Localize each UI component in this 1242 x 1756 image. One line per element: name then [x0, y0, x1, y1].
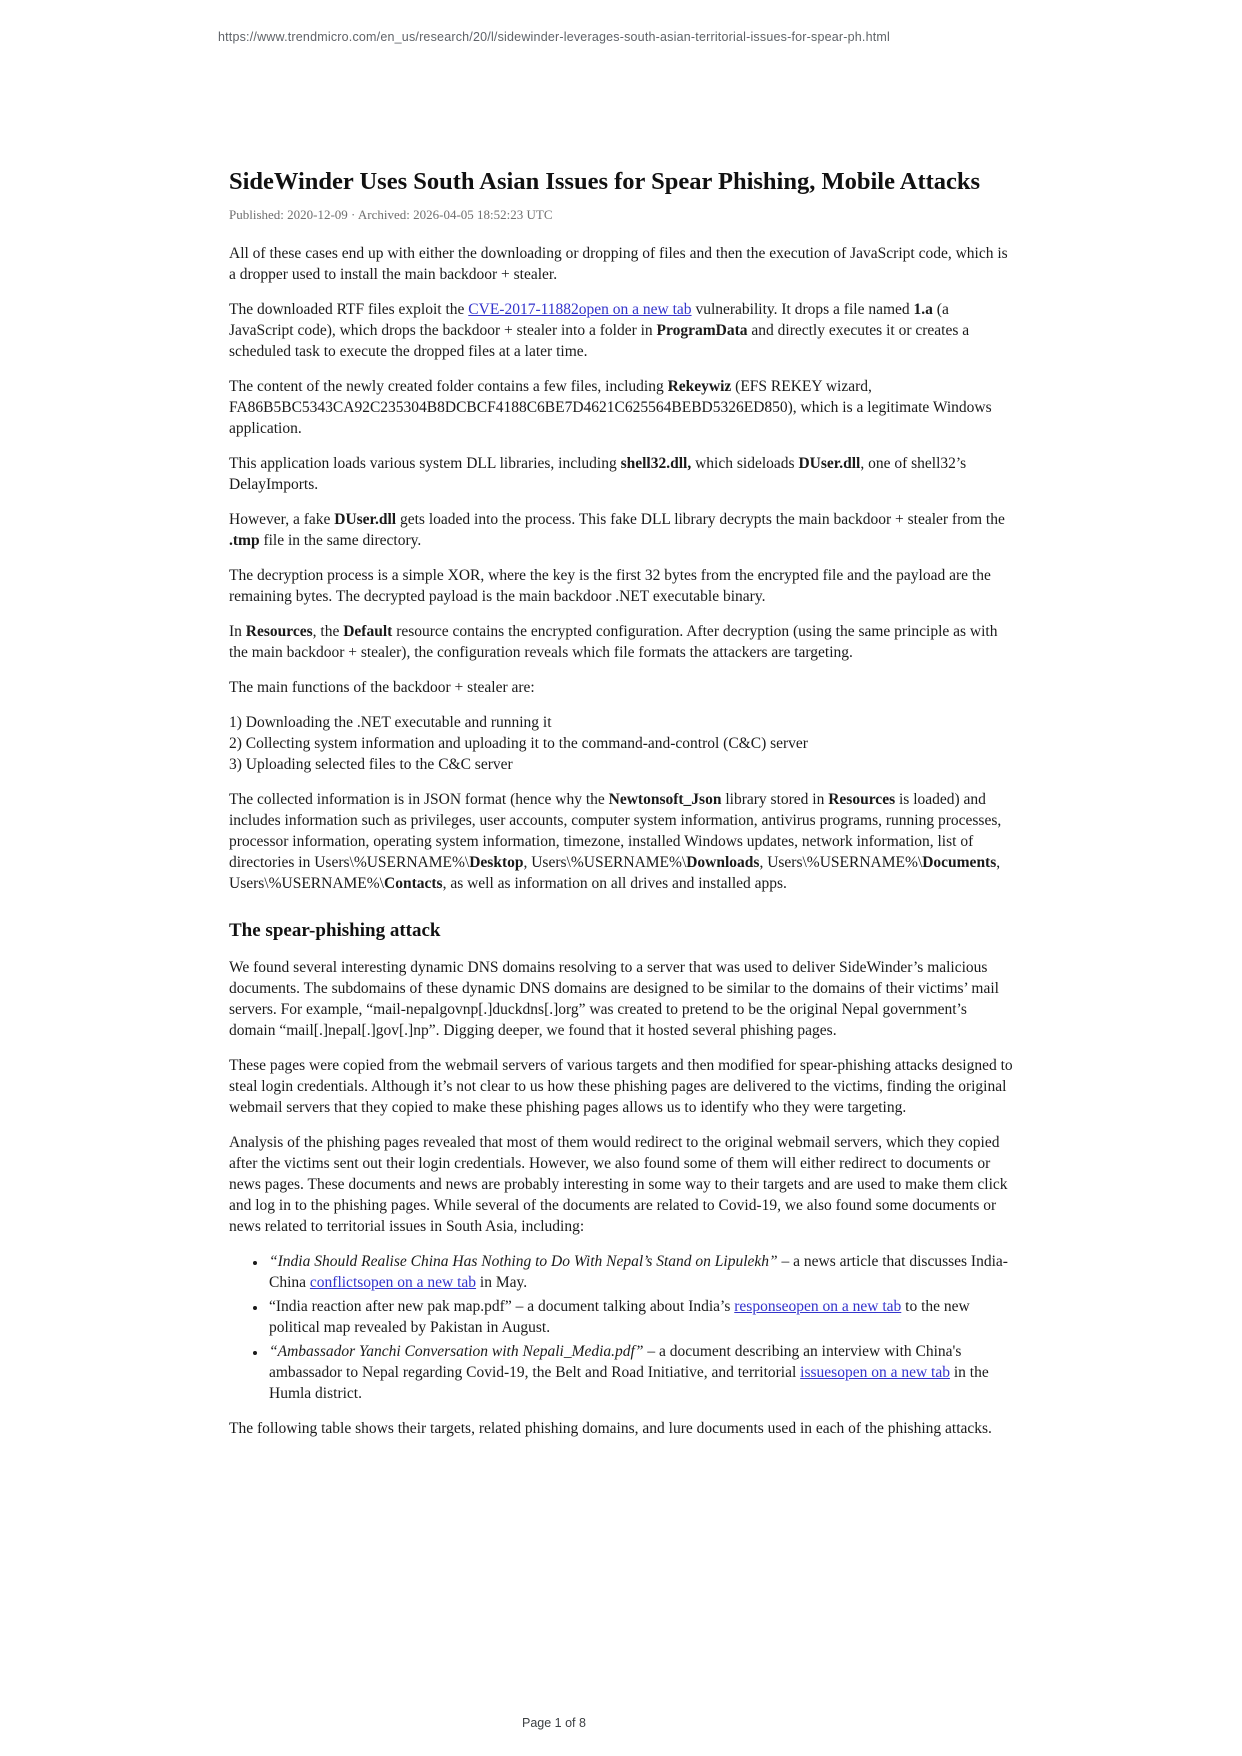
- text-run: “Ambassador Yanchi Conversation with Nepali_Media.pdf”: [269, 1343, 644, 1361]
- text-run: , Users\%USERNAME%\: [523, 854, 687, 872]
- paragraph: [229, 957, 1013, 1041]
- text-run: (a JavaScript code), which drops the backdoor + stealer into a folder in: [229, 301, 949, 340]
- text-run: The collected information is in JSON format (hence why the: [229, 791, 609, 809]
- numbered-lines: [229, 712, 1013, 775]
- section-heading: The spear-phishing attack: [229, 920, 441, 942]
- text-run: – a document describing an interview with China's ambassador to Nepal regarding Covid-19, the Belt and Road Initiative, and territorial: [269, 1343, 962, 1382]
- text-run: The following table shows their targets, related phishing domains, and lure documents used in each of the phishing attacks.: [229, 1420, 992, 1438]
- paragraph: [229, 677, 1013, 698]
- text-run: We found several interesting dynamic DNS domains resolving to a server that was used to deliver SideWinder’s malicious documents. The subdomains of these dynamic DNS domains are designed to be similar to the domains of their victims’ mail servers. For example, “mail-nepalgovnp[.]duckdns[.]org” was created to pretend to be the original Nepal government’s domain “mail[.]nepal[.]gov[.]np”. Digging deeper, we found that it hosted several phishing pages.: [229, 959, 999, 1040]
- text-run: in May.: [476, 1274, 528, 1292]
- text-run: The main functions of the backdoor + stealer are:: [229, 679, 535, 697]
- text-run: These pages were copied from the webmail servers of various targets and then modified for spear-phishing attacks designed to steal login credentials. Although it’s not clear to us how these phishing pages are delivered to the victims, finding the original webmail servers that they copied to make these phishing pages allows us to identify who they were targeting.: [229, 1057, 1013, 1117]
- text-run: ProgramData: [656, 322, 748, 340]
- page-url: https://www.trendmicro.com/en_us/research/20/l/sidewinder-leverages-south-asian-territorial-issues-for-spear-ph.html: [217, 30, 891, 44]
- paragraph: [229, 243, 1013, 285]
- text-run: Newtonsoft_Json: [608, 791, 722, 809]
- print-footer: [0, 1716, 1108, 1730]
- text-run: Desktop: [469, 854, 524, 872]
- text-run: The decryption process is a simple XOR, where the key is the first 32 bytes from the encrypted file and the payload are the remaining bytes. The decrypted payload is the main backdoor .NET executable binary.: [229, 567, 991, 606]
- text-run: to the new political map revealed by Pakistan in August.: [269, 1298, 970, 1337]
- text-run: Default: [343, 623, 393, 641]
- text-run: (EFS REKEY wizard, FA86B5BC5343CA92C235304B8DCBCF4188C6BE7D4621C625564BEBD5326ED850), which is a legitimate Windows application.: [229, 378, 992, 438]
- text-run: Rekeywiz: [667, 378, 732, 396]
- text-run: which sideloads: [691, 455, 799, 473]
- text-run: “India Should Realise China Has Nothing to Do With Nepal’s Stand on Lipulekh”: [269, 1253, 778, 1271]
- text-run: DUser.dll: [798, 455, 861, 473]
- bullet-list: [229, 1251, 1013, 1404]
- text-run: and directly executes it or creates a scheduled task to execute the dropped files at a later time.: [229, 322, 970, 361]
- text-run: – a news article that discusses India-China: [269, 1253, 1008, 1292]
- text-run: , Users\%USERNAME%\: [229, 854, 1001, 893]
- text-run: “India reaction after new pak map.pdf” – a document talking about India’s: [269, 1298, 735, 1316]
- text-run: Resources: [828, 791, 896, 809]
- list-item: [267, 1251, 1013, 1293]
- text-run: , one of shell32’s DelayImports.: [229, 455, 967, 494]
- paragraph: [229, 1418, 1013, 1439]
- article-body: [229, 243, 1013, 1439]
- text-run: Contacts: [384, 875, 443, 893]
- article-meta: Published: 2020-12-09 · Archived: 2026-04-05 18:52:23 UTC: [229, 207, 553, 223]
- paragraph: [229, 565, 1013, 607]
- list-item: [267, 1296, 1013, 1338]
- paragraph: [229, 789, 1013, 894]
- text-run: Analysis of the phishing pages revealed that most of them would redirect to the original webmail servers, which they copied after the victims sent out their login credentials. However, we also found some of them will either redirect to documents or news pages. These documents and news are probably interesting in some way to their targets and are used to make them click and log in to the phishing pages. While several of the documents are related to Covid-19, we also found some documents or news related to territorial issues in South Asia, including:: [229, 1134, 1008, 1236]
- text-run: library stored in: [721, 791, 829, 809]
- numbered-line: 3) Uploading selected files to the C&C server: [229, 756, 513, 774]
- text-run: In: [229, 623, 246, 641]
- text-run: , the: [312, 623, 344, 641]
- text-run: The downloaded RTF files exploit the: [229, 301, 469, 319]
- paragraph: [229, 621, 1013, 663]
- text-run: gets loaded into the process. This fake DLL library decrypts the main backdoor + stealer from the: [396, 511, 1005, 529]
- text-run: However, a fake: [229, 511, 335, 529]
- page-number: Page 1 of 8: [522, 1716, 586, 1730]
- text-run: resource contains the encrypted configuration. After decryption (using the same principle as with the main backdoor + stealer), the configuration reveals which file formats the attackers are targeting.: [229, 623, 998, 662]
- text-run: , as well as information on all drives and installed apps.: [442, 875, 787, 893]
- inline-link[interactable]: issuesopen on a new tab: [800, 1364, 950, 1382]
- list-item: [267, 1341, 1013, 1404]
- text-run: file in the same directory.: [259, 532, 422, 550]
- inline-link[interactable]: conflictsopen on a new tab: [309, 1274, 477, 1292]
- text-run: 1.a: [913, 301, 933, 319]
- inline-link[interactable]: responseopen on a new tab: [734, 1298, 902, 1316]
- text-run: shell32.dll,: [620, 455, 692, 473]
- paragraph: [229, 376, 1013, 439]
- text-run: , Users\%USERNAME%\: [759, 854, 923, 872]
- text-run: DUser.dll: [334, 511, 397, 529]
- text-run: is loaded) and includes information such as privileges, user accounts, computer system information, antivirus programs, running processes, processor information, operating system information, timezone, installed Windows updates, network information, list of directories in Users\%USERNAME%\: [229, 791, 1002, 872]
- text-run: .tmp: [229, 532, 260, 550]
- paragraph: [229, 1055, 1013, 1118]
- text-run: Resources: [245, 623, 313, 641]
- text-run: All of these cases end up with either the downloading or dropping of files and then the execution of JavaScript code, which is a dropper used to install the main backdoor + stealer.: [229, 245, 1008, 284]
- text-run: Documents: [922, 854, 997, 872]
- text-run: The content of the newly created folder contains a few files, including: [229, 378, 668, 396]
- paragraph: [229, 509, 1013, 551]
- inline-link[interactable]: CVE-2017-11882open on a new tab: [468, 301, 692, 319]
- paragraph: [229, 453, 1013, 495]
- paragraph: [229, 1132, 1013, 1237]
- article-title: SideWinder Uses South Asian Issues for Spear Phishing, Mobile Attacks: [229, 168, 981, 195]
- text-run: Downloads: [686, 854, 760, 872]
- numbered-line: 2) Collecting system information and uploading it to the command-and-control (C&C) server: [229, 735, 808, 753]
- text-run: vulnerability. It drops a file named: [691, 301, 914, 319]
- text-run: in the Humla district.: [269, 1364, 989, 1403]
- text-run: This application loads various system DLL libraries, including: [229, 455, 621, 473]
- numbered-line: 1) Downloading the .NET executable and running it: [229, 714, 552, 732]
- article: [229, 0, 1013, 1453]
- paragraph: [229, 299, 1013, 362]
